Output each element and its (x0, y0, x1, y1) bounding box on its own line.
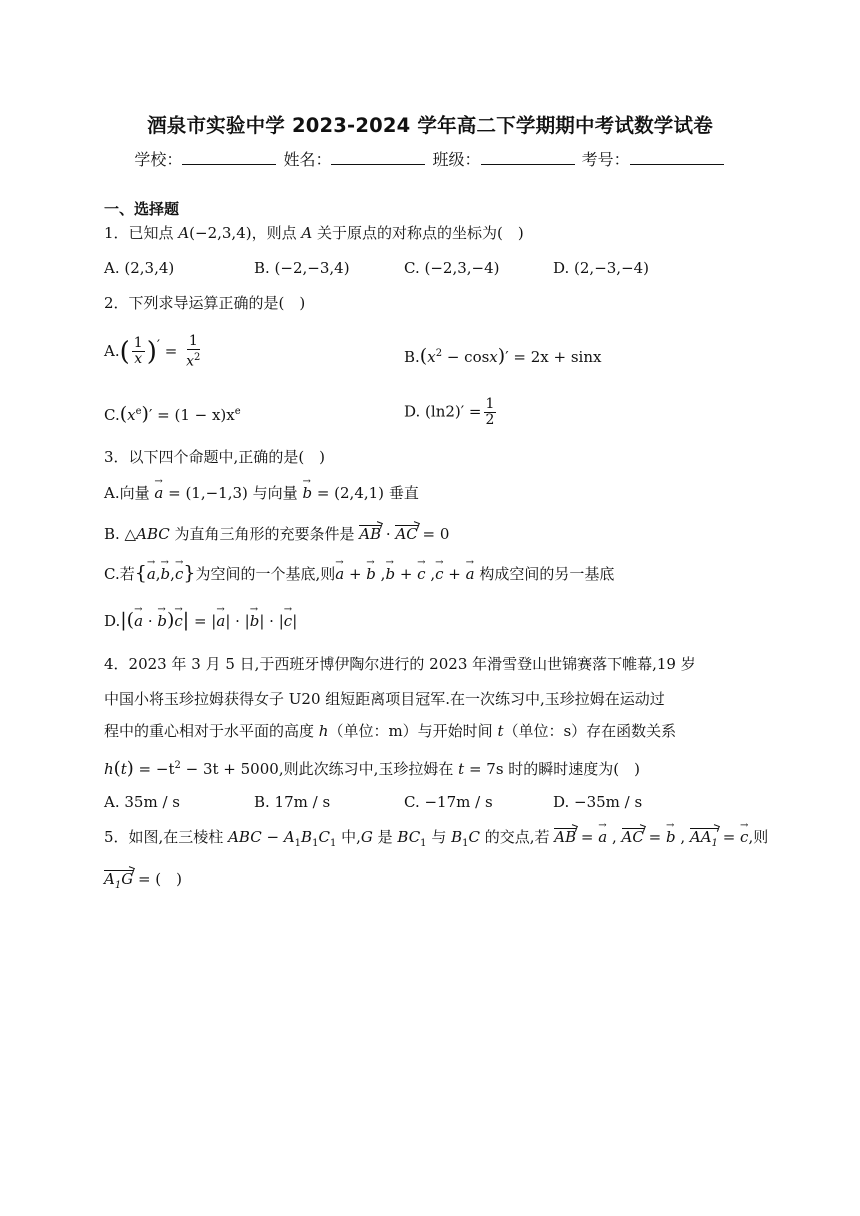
question-3-option-a[interactable]: A.向量 → a = (1,−1,3) 与向量 → b = (2,4,1) 垂直 (104, 483, 419, 503)
question-4-option-c[interactable]: C. −17m / s (404, 793, 493, 811)
question-2-stem: 2．下列求导运算正确的是( ) (104, 294, 306, 312)
question-3-option-c[interactable]: C.若{→ a,→ b,→ c}为空间的一个基底,则→ a + → b ,→ b + → c ,→ c + → a 构成空间的另一基底 (104, 563, 614, 584)
exam-no-label: 考号： (581, 150, 630, 169)
section-heading: 一、选择题 (104, 200, 180, 218)
school-blank[interactable] (182, 151, 276, 165)
page-title: 酒泉市实验中学 2023-2024 学年高二下学期期中考试数学试卷 (147, 114, 713, 137)
student-info-row (0, 147, 860, 170)
question-4-option-b[interactable]: B. 17m / s (254, 793, 331, 811)
question-2-option-c[interactable]: $C.(x^e)' = (1 - x)x^e$ (104, 403, 241, 425)
name-label: 姓名： (283, 150, 332, 169)
question-1-option-b[interactable]: B. (−2,−3,4) (254, 259, 350, 277)
question-3-option-d[interactable]: D.|(→ a · → b)→ c| = |→ a| · |→ b| · |→ c| (104, 610, 297, 631)
class-label: 班级： (432, 150, 481, 169)
class-blank[interactable] (481, 151, 575, 165)
question-4-line-2: 中国小将玉珍拉姆获得女子 U20 组短距离项目冠军.在一次练习中,玉珍拉姆在运动过 (104, 690, 665, 708)
exam-no-blank[interactable] (630, 151, 724, 165)
question-1-option-c[interactable]: C. (−2,3,−4) (404, 259, 500, 277)
question-4-line-3: 程中的重心相对于水平面的高度 h（单位：m）与开始时间 t（单位：s）存在函数关系 (104, 722, 677, 740)
question-3-option-b[interactable]: B. △ABC 为直角三角形的充要条件是 AB · AC = 0 (104, 525, 450, 543)
question-5-line-2: $A_1G$ = ( ) (104, 870, 183, 891)
question-1-stem: 1．已知点 A(−2,3,4)，则点 A 关于原点的对称点的坐标为( ) (104, 224, 524, 242)
question-4-option-a[interactable]: A. 35m / s (104, 793, 180, 811)
name-blank[interactable] (331, 151, 425, 165)
question-4-option-d[interactable]: D. −35m / s (553, 793, 643, 811)
question-4-line-4: $h(t) = -t^2 - 3t + 5000$,则此次练习中,玉珍拉姆在 t = 7s 时的瞬时速度为( ) (104, 758, 641, 779)
question-2-option-a[interactable]: A.( $\frac{1}{x}$ )′ = $\frac{1}{x^2}$ (104, 333, 201, 370)
question-2-option-d[interactable]: D. (ln2)′ = $\frac{1}{2}$ (404, 396, 495, 428)
question-4-line-1: 4．2023 年 3 月 5 日,于西班牙博伊陶尔进行的 2023 年滑雪登山世锦赛落下帷幕,19 岁 (104, 655, 696, 673)
school-label: 学校： (134, 150, 183, 169)
question-5-line-1: 5．如图,在三棱柱 ABC − $A_1B_1C_1$ 中,G 是 $BC_1$ 与 $B_1C$ 的交点,若 AB = → a , AC = → b , $AA_1$ = → c,则 (104, 827, 768, 854)
question-3-stem: 3．以下四个命题中,正确的是( ) (104, 448, 326, 466)
question-1-option-a[interactable]: A. (2,3,4) (104, 259, 175, 277)
question-1-option-d[interactable]: D. (2,−3,−4) (553, 259, 650, 277)
question-2-option-b[interactable]: $B.(x^2 - \cos x)' = 2x + \sin x$ (404, 345, 602, 367)
